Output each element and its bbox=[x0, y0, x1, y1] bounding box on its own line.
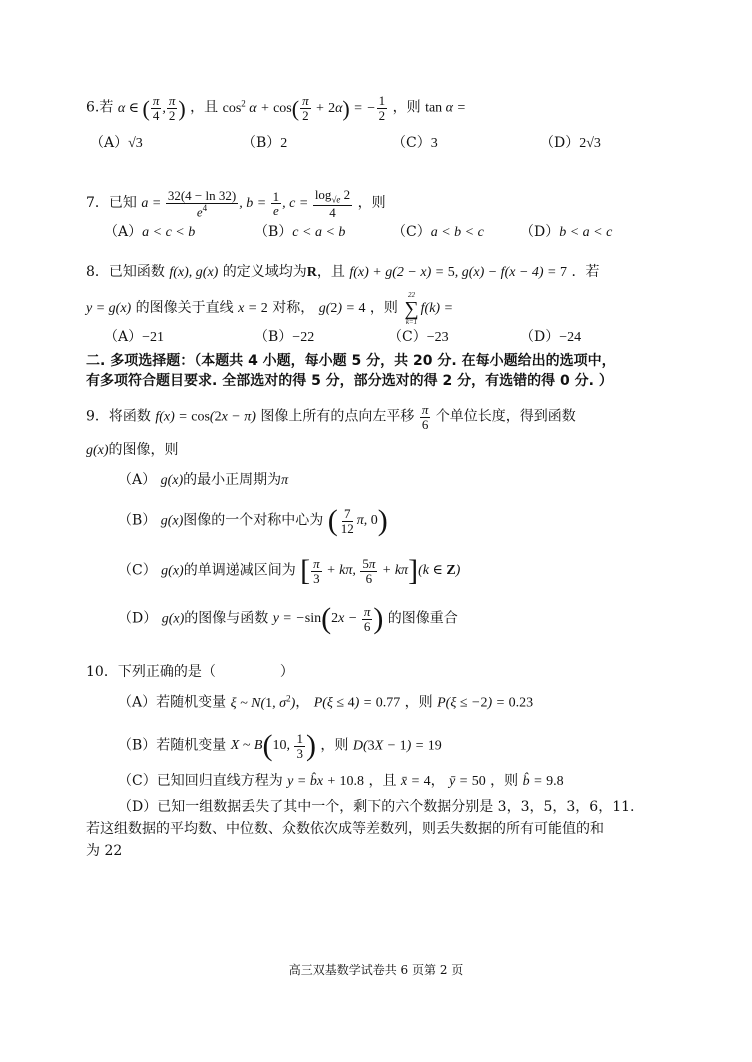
q9-stem-line-1 bbox=[86, 403, 576, 431]
q6-option-d-label: （D） bbox=[540, 135, 580, 151]
q7-option-c bbox=[392, 222, 484, 243]
q10-option-c-xbar-formula: x̄ = 4 bbox=[400, 774, 431, 789]
q9-option-d-function-formula: y = −sin(2x − $\frac{\pi}{6}$ ) bbox=[272, 602, 384, 636]
q10-option-c-text-1: 已知回归直线方程为 bbox=[156, 773, 283, 789]
q9-option-b-text: 图像的一个对称中心为 bbox=[183, 512, 324, 529]
q9-stem-line-2 bbox=[86, 440, 179, 461]
q10-number: 10． bbox=[86, 664, 118, 680]
q9-option-c-formula: g(x) bbox=[161, 563, 184, 579]
q8-bold-r: R bbox=[306, 265, 317, 280]
q9-option-b-label: （B） bbox=[118, 512, 157, 529]
q10-option-b-text-2: ，则 bbox=[320, 737, 349, 754]
q8-number: 8． bbox=[86, 264, 109, 280]
q9-option-c-interval-formula: [ $\frac{\pi}{3}$ + kπ, $\frac{5\pi}{6}$ + kπ](k ∈ Z) bbox=[300, 554, 461, 588]
q10-option-d-line-1: （D）已知一组数据丢失了其中一个，剩下的六个数据分别是 3，3，5，3，6，11. bbox=[118, 799, 635, 815]
q10-option-c bbox=[118, 771, 564, 792]
q8-option-c-value: −23 bbox=[426, 330, 449, 345]
q7-option-d bbox=[520, 222, 612, 243]
q9-option-d-label: （D） bbox=[118, 610, 158, 627]
q9-option-b-point-formula: ( $\frac{7}{12}$ π, 0) bbox=[327, 504, 388, 538]
q8-option-a-value: −21 bbox=[142, 330, 165, 345]
q9-option-b bbox=[118, 504, 388, 538]
q6-option-a-label: （A） bbox=[90, 135, 129, 151]
q9-function-formula: f(x) = cos(2x − π) bbox=[155, 409, 256, 425]
q9-option-d-text-1: 的图像与函数 bbox=[184, 610, 269, 627]
q6-equation-formula: $\cos^2 \alpha + \cos$( $\frac{\pi}{2}$ + 2α) = − $\frac{1}{2}$ bbox=[222, 93, 386, 123]
q8-option-d-label: （D） bbox=[520, 329, 560, 345]
q10-option-a-text-1: 若随机变量 bbox=[156, 694, 227, 711]
section-2-heading-line-1: 二. 多项选择题：（本题共 4 小题，每小题 5 分，共 20 分. 在每小题给出的选项中， bbox=[86, 353, 616, 369]
q6-text-3: ，则 bbox=[392, 99, 421, 116]
q9-option-a-formula: g(x) bbox=[160, 473, 184, 488]
q7-number: 7． bbox=[86, 195, 109, 212]
q7-stem bbox=[86, 188, 386, 220]
q6-option-c-value: 3 bbox=[430, 136, 438, 151]
q6-ask-formula: tan α = bbox=[425, 100, 466, 116]
q6-option-d-value: 2√3 bbox=[579, 136, 601, 151]
q7-text-1: 已知 bbox=[108, 195, 137, 212]
q10-option-b-result-formula: D(3X − 1) = 19 bbox=[352, 738, 442, 754]
q10-option-a: （A）若随机变量 ξ ~ N(1, $\sigma^2$)， P(ξ ≤ 4) = 0.77 ，则 P(ξ ≤ −2) = 0.23 bbox=[118, 693, 534, 711]
q8-stem-line-2 bbox=[86, 292, 453, 326]
q8-option-d-value: −24 bbox=[559, 330, 582, 345]
q10-option-a-result-formula: P(ξ ≤ −2) = 0.23 bbox=[437, 695, 534, 711]
q8-text-2: 的定义域均为 bbox=[222, 264, 307, 280]
q9-text-2: 图像上所有的点向左平移 bbox=[260, 408, 415, 425]
q7-text-2: ，则 bbox=[357, 195, 386, 212]
q8-value-formula: g(2) = 4 bbox=[318, 301, 366, 317]
q9-g-formula: g(x) bbox=[86, 443, 109, 458]
q7-option-b bbox=[254, 222, 345, 243]
q10-option-b bbox=[118, 729, 442, 763]
q7-option-d-label: （D） bbox=[520, 224, 560, 240]
q8-text-4: ．若 bbox=[571, 264, 600, 280]
q8-option-d bbox=[520, 327, 581, 348]
q10-option-a-prob-formula: P(ξ ≤ 4) = 0.77 bbox=[313, 695, 401, 711]
q8-stem-line-1 bbox=[86, 262, 599, 283]
q8-text-3: ，且 bbox=[316, 264, 345, 280]
q8-conditions-formula: f(x) + g(2 − x) = 5, g(x) − f(x − 4) = 7 bbox=[349, 265, 567, 280]
q7-option-a bbox=[104, 222, 195, 243]
q10-stem bbox=[86, 662, 294, 682]
q6-condition-formula: α ∈ ( $\frac{\pi}{4}$ , $\frac{\pi}{2}$ ) bbox=[117, 93, 186, 123]
q8-option-b bbox=[254, 327, 314, 348]
q10-option-c-text-4: ，则 bbox=[490, 773, 519, 789]
q8-line-formula: x = 2 bbox=[238, 301, 268, 317]
q10-option-b-dist-formula: X ~ B(10, $\frac{1}{3}$ ) bbox=[230, 729, 316, 763]
q9-option-d-text-2: 的图像重合 bbox=[387, 610, 458, 627]
q9-shift-formula: $\frac{\pi}{6}$ bbox=[421, 402, 429, 432]
q8-text-1: 已知函数 bbox=[108, 264, 165, 280]
q8-option-c bbox=[388, 327, 449, 348]
q8-text-5: 的图像关于直线 bbox=[135, 300, 234, 317]
q6-option-b-label: （B） bbox=[242, 135, 281, 151]
q6-number: 6. bbox=[86, 99, 100, 116]
q6-option-c-label: （C） bbox=[392, 135, 431, 151]
q9-option-b-formula: g(x) bbox=[160, 513, 184, 529]
q9-option-c-label: （C） bbox=[118, 562, 157, 579]
q9-option-d-formula: g(x) bbox=[161, 611, 185, 627]
q6-text-2: ，且 bbox=[190, 99, 219, 116]
q8-option-c-label: （C） bbox=[388, 329, 427, 345]
page-footer: 高三双基数学试卷共 6 页第 2 页 bbox=[288, 963, 464, 977]
q9-option-a-text: 的最小正周期为 bbox=[183, 472, 282, 488]
q9-option-a-pi: π bbox=[281, 473, 289, 488]
q10-option-c-text-2: ，且 bbox=[368, 773, 397, 789]
q10-option-d-line-2: 若这组数据的平均数、中位数、众数依次成等差数列，则丢失数据的所有可能值的和 bbox=[86, 821, 604, 837]
q7-option-b-label: （B） bbox=[254, 224, 293, 240]
q9-text-4: 的图像，则 bbox=[108, 442, 179, 458]
q9-text-3: 个单位长度，得到函数 bbox=[435, 408, 576, 425]
q7-option-d-value: b < a < c bbox=[559, 225, 613, 240]
q6-option-a bbox=[90, 133, 143, 154]
q8-option-b-label: （B） bbox=[254, 329, 293, 345]
q10-stem-close: ） bbox=[279, 664, 294, 680]
q10-option-c-line-formula: y = b̂x + 10.8 bbox=[287, 774, 364, 789]
q10-option-a-label: （A） bbox=[118, 694, 157, 711]
q9-option-c-text: 的单调递减区间为 bbox=[183, 562, 296, 579]
q8-option-a bbox=[104, 327, 164, 348]
q7-option-c-label: （C） bbox=[392, 224, 431, 240]
q9-option-a bbox=[118, 470, 288, 491]
q10-option-a-text-2: ，则 bbox=[404, 694, 433, 711]
q9-option-d bbox=[118, 602, 458, 636]
q10-option-d-line-3: 为 22 bbox=[86, 843, 123, 859]
q9-option-c bbox=[118, 554, 461, 588]
q10-option-a-dist-formula: ξ ~ N(1, $\sigma^2$) bbox=[230, 693, 296, 711]
q6-option-b bbox=[242, 133, 287, 154]
q6-option-c bbox=[392, 133, 438, 154]
q7-option-c-value: a < b < c bbox=[430, 225, 484, 240]
q6-text-1: 若 bbox=[99, 99, 114, 116]
q6-stem bbox=[86, 93, 466, 123]
q9-option-a-label: （A） bbox=[118, 472, 157, 488]
q8-graph-formula: y = g(x) bbox=[86, 301, 132, 317]
q6-option-d bbox=[540, 133, 601, 154]
q10-option-c-label: （C） bbox=[118, 773, 157, 789]
q9-number: 9． bbox=[86, 408, 109, 425]
q10-option-b-label: （B） bbox=[118, 737, 157, 754]
section-2-heading-line-2: 有多项符合题目要求. 全部选对的得 5 分，部分选对的得 2 分，有选错的得 0 分. ） bbox=[86, 373, 613, 389]
q10-option-c-result-formula: b̂ = 9.8 bbox=[522, 774, 564, 789]
q7-option-a-value: a < c < b bbox=[142, 225, 196, 240]
q8-text-7: ，则 bbox=[369, 300, 398, 317]
q10-option-c-ybar-formula: ȳ = 50 bbox=[449, 774, 486, 789]
q10-option-b-text-1: 若随机变量 bbox=[156, 737, 227, 754]
q7-option-b-value: c < a < b bbox=[292, 225, 346, 240]
q8-option-a-label: （A） bbox=[104, 329, 143, 345]
q7-definitions-formula: a = $\frac{32(4 - \ln 32)}{e^4}$ , b = $\frac{1}{e}$ , c = $\frac{\log_{√e} 2}{4}$ bbox=[141, 187, 351, 221]
q6-option-b-value: 2 bbox=[280, 136, 288, 151]
q10-option-c-text-3: ， bbox=[430, 773, 445, 789]
q8-functions-formula: f(x), g(x) bbox=[169, 265, 219, 280]
q7-option-a-label: （A） bbox=[104, 224, 143, 240]
q9-text-1: 将函数 bbox=[108, 408, 151, 425]
q10-stem-text: 下列正确的是（ bbox=[117, 664, 216, 680]
q6-option-a-value: √3 bbox=[128, 136, 143, 151]
q8-option-b-value: −22 bbox=[292, 330, 315, 345]
q8-sum-formula: 22 ∑ k=1 f(k) = bbox=[404, 291, 454, 326]
q8-text-6: 对称， bbox=[272, 300, 315, 317]
